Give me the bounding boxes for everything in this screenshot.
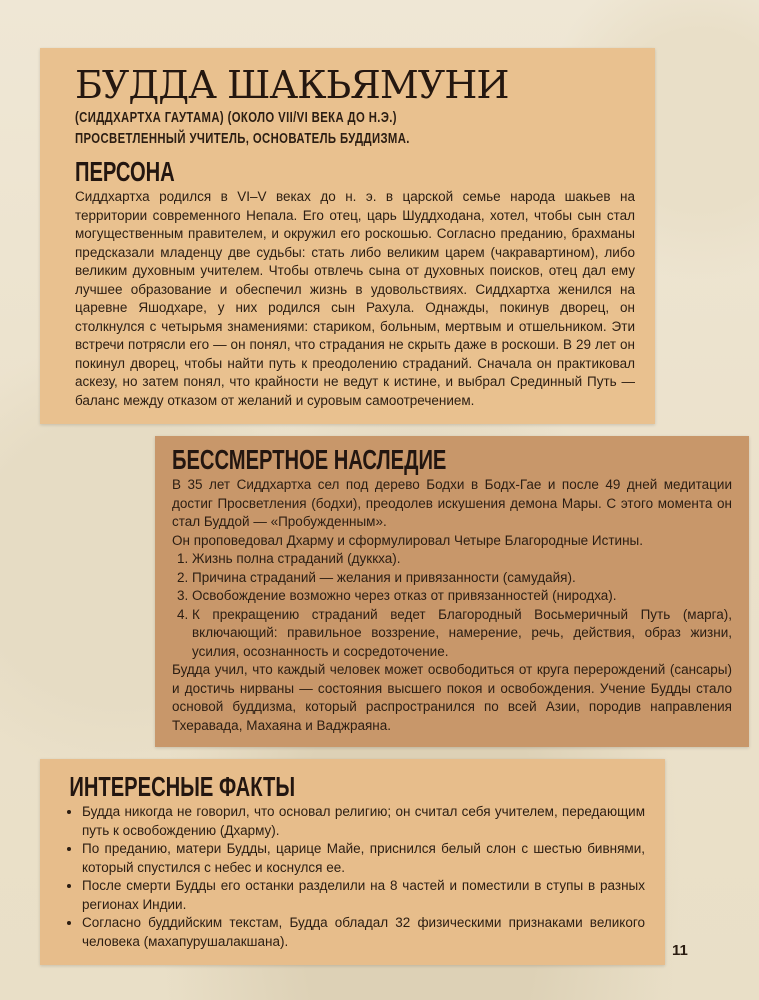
list-item: 4. К прекращению страданий ведет Благородный Восьмеричный Путь (марга), включающий: правильное воззрение, намерение, речь, действия, образ жизни, усилия, осознанность и сосредоточение.	[192, 606, 732, 662]
legacy-intro2: Он проповедовал Дхарму и сформулировал Четыре Благородные Истины.	[172, 532, 643, 548]
four-truths-list	[172, 550, 732, 661]
facts-list	[60, 803, 645, 951]
list-item: 1. Жизнь полна страданий (дуккха).	[192, 550, 732, 569]
persona-panel	[40, 48, 655, 424]
persona-heading: ПЕРСОНА	[75, 156, 175, 187]
page-number: 11	[672, 942, 688, 959]
subtitle-line: (СИДДХАРТХА ГАУТАМА) (ОКОЛО VII/VI ВЕКА ДО Н.Э.)	[75, 110, 397, 126]
legacy-panel	[155, 436, 749, 747]
facts-row	[0, 759, 759, 965]
legacy-text	[172, 476, 732, 735]
page-title: БУДДА ШАКЬЯМУНИ	[75, 63, 509, 107]
facts-heading: ИНТЕРЕСНЫЕ ФАКТЫ	[69, 771, 296, 802]
list-item: 3. Освобождение возможно через отказ от привязанностей (ниродха).	[192, 587, 732, 606]
list-item: • По преданию, матери Будды, царице Майе, приснился белый слон с шестью бивнями, который спустился с небес и коснулся ее.	[82, 840, 645, 877]
legacy-intro: В 35 лет Сиддхартха сел под дерево Бодхи в Бодх-Гае и после 49 дней медитации достиг Просветления (бодхи), преодолев искушения демона Мары. С этого момента он стал Буддой — «Пробужденным».	[172, 477, 732, 529]
legacy-heading: БЕССМЕРТНОЕ НАСЛЕДИЕ	[172, 444, 447, 475]
list-item: 2. Причина страданий — желания и привязанности (самудайя).	[192, 569, 732, 588]
facts-panel	[40, 759, 665, 965]
legacy-outro: Будда учил, что каждый человек может освободиться от круга перерождений (сансары) и достичь нирваны — состояния высшего покоя и освобождения. Учение Будды стало основой буддизма, который распространился по всей Азии, породив направления Тхеравада, Махаяна и Ваджраяна.	[172, 662, 732, 733]
list-item: • Будда никогда не говорил, что основал религию; он считал себя учителем, передающим путь к освобождению (Дхарму).	[82, 803, 645, 840]
facts-text	[60, 803, 645, 951]
list-item: • После смерти Будды его останки разделили на 8 частей и поместили в ступы в разных регионах Индии.	[82, 877, 645, 914]
subtitle-line: ПРОСВЕТЛЕННЫЙ УЧИТЕЛЬ, ОСНОВАТЕЛЬ БУДДИЗМА.	[75, 131, 410, 147]
persona-text: Сиддхартха родился в VI–V веках до н. э. в царской семье народа шакьев на территории современного Непала. Его отец, царь Шуддходана, хотел, чтобы сын стал могущественным правителем, и окружил его роскошью. Согласно преданию, брахманы предсказали младенцу две судьбы: стать либо великим царем (чакравартином), либо великим духовным учителем. Чтобы отвлечь сына от духовных поисков, отец дал ему лучшее образование и обеспечил жизнь в удовольствиях. Сиддхартха женился на царевне Яшодхаре, у них родился сын Рахула. Однажды, покинув дворец, он столкнулся с четырьмя знамениями: стариком, больным, мертвым и отшельником. Эти встречи потрясли его — он понял, что страдания не скрыть даже в роскоши. В 29 лет он покинул дворец, чтобы найти путь к преодолению страданий. Сначала он практиковал аскезу, но затем понял, что крайности не ведут к истине, и выбрал Срединный Путь — баланс между отказом от желаний и суровым самоотречением.	[75, 189, 635, 408]
list-item: • Согласно буддийским текстам, Будда обладал 32 физическими признаками великого человека (махапурушалакшана).	[82, 914, 645, 951]
